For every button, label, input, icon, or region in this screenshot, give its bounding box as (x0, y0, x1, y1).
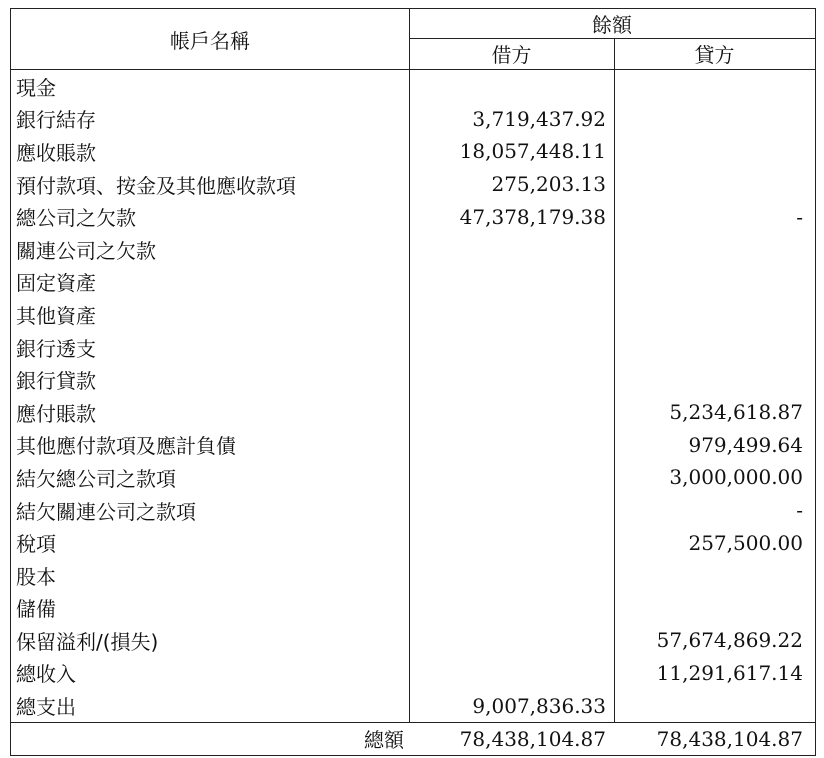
debit-cell (409, 526, 606, 559)
account-name-cell: 稅項 (16, 532, 56, 557)
table-row (11, 168, 815, 201)
credit-cell: 5,234,618.87 (669, 400, 803, 425)
debit-cell (409, 266, 606, 299)
table-row (11, 331, 815, 364)
credit-cell (614, 135, 803, 168)
credit-cell: 57,674,869.22 (656, 628, 803, 653)
credit-cell: 979,499.64 (688, 432, 803, 457)
credit-cell (614, 298, 803, 331)
table-row (11, 657, 815, 690)
debit-cell: 9,007,836.33 (472, 693, 606, 718)
table-row (11, 624, 815, 657)
credit-header: 貸方 (694, 43, 735, 67)
table-row (11, 233, 815, 266)
credit-cell (614, 592, 803, 625)
debit-cell: 47,378,179.38 (459, 204, 606, 229)
account-name-cell: 結欠關連公司之款項 (16, 499, 196, 524)
debit-cell (409, 396, 606, 429)
table-row (11, 298, 815, 331)
debit-header: 借方 (409, 38, 615, 69)
account-name-cell: 應收賬款 (16, 140, 96, 165)
account-name-cell: 關連公司之欠款 (16, 238, 156, 263)
total-credit: 78,438,104.87 (656, 726, 803, 751)
account-name-cell: 銀行貸款 (16, 369, 96, 394)
trial-balance-table (10, 8, 816, 756)
account-name-cell: 總收入 (16, 662, 76, 687)
debit-cell (409, 461, 606, 494)
account-name-cell: 結欠總公司之款項 (16, 466, 176, 491)
account-name-cell: 其他資產 (16, 303, 96, 328)
account-name-cell: 股本 (16, 564, 56, 589)
table-row (11, 526, 815, 559)
debit-cell (409, 233, 606, 266)
credit-cell: - (796, 498, 803, 523)
account-name-cell: 固定資產 (16, 271, 96, 296)
table-header (11, 9, 815, 70)
credit-cell: - (796, 204, 803, 229)
account-name-cell: 銀行結存 (16, 108, 96, 133)
account-name-cell: 銀行透支 (16, 336, 96, 361)
credit-cell (614, 266, 803, 299)
credit-cell (614, 70, 803, 103)
table-row (11, 461, 815, 494)
table-row (11, 70, 815, 103)
table-row (11, 103, 815, 136)
debit-cell: 275,203.13 (491, 172, 606, 197)
table-row (11, 429, 815, 462)
debit-cell (409, 429, 606, 462)
total-debit: 78,438,104.87 (459, 726, 606, 751)
account-name-cell: 預付款項、按金及其他應收款項 (16, 173, 296, 198)
credit-cell: 257,500.00 (688, 530, 803, 555)
credit-cell (614, 168, 803, 201)
account-name-cell: 現金 (16, 75, 56, 100)
credit-cell (614, 689, 803, 722)
account-name-cell: 其他應付款項及應計負債 (16, 434, 236, 459)
debit-cell (409, 70, 606, 103)
table-row (11, 200, 815, 233)
debit-cell: 18,057,448.11 (459, 139, 606, 164)
debit-cell (409, 559, 606, 592)
account-name-cell: 總公司之欠款 (16, 206, 136, 231)
credit-cell (614, 363, 803, 396)
debit-cell (409, 592, 606, 625)
table-row (11, 494, 815, 527)
credit-cell: 11,291,617.14 (656, 660, 803, 685)
table-row (11, 559, 815, 592)
debit-cell (409, 494, 606, 527)
debit-cell (409, 331, 606, 364)
debit-cell (409, 298, 606, 331)
debit-cell: 3,719,437.92 (472, 106, 606, 131)
credit-cell (614, 331, 803, 364)
table-row (11, 396, 815, 429)
credit-cell (614, 103, 803, 136)
credit-cell: 3,000,000.00 (669, 465, 803, 490)
table-body (11, 70, 815, 722)
credit-cell (614, 233, 803, 266)
account-name-cell: 保留溢利/(損失) (16, 629, 159, 654)
account-name-header: 帳戶名稱 (11, 9, 410, 69)
balance-header: 餘額 (409, 9, 815, 39)
table-row (11, 266, 815, 299)
account-name-cell: 儲備 (16, 597, 56, 622)
account-name-cell: 應付賬款 (16, 401, 96, 426)
debit-cell (409, 624, 606, 657)
table-row (11, 592, 815, 625)
credit-cell (614, 559, 803, 592)
table-row (11, 135, 815, 168)
total-row (11, 722, 815, 755)
debit-cell (409, 363, 606, 396)
account-name-cell: 總支出 (16, 695, 76, 720)
debit-cell (409, 657, 606, 690)
total-label: 總額 (364, 728, 404, 753)
table-row (11, 363, 815, 396)
table-row (11, 689, 815, 722)
